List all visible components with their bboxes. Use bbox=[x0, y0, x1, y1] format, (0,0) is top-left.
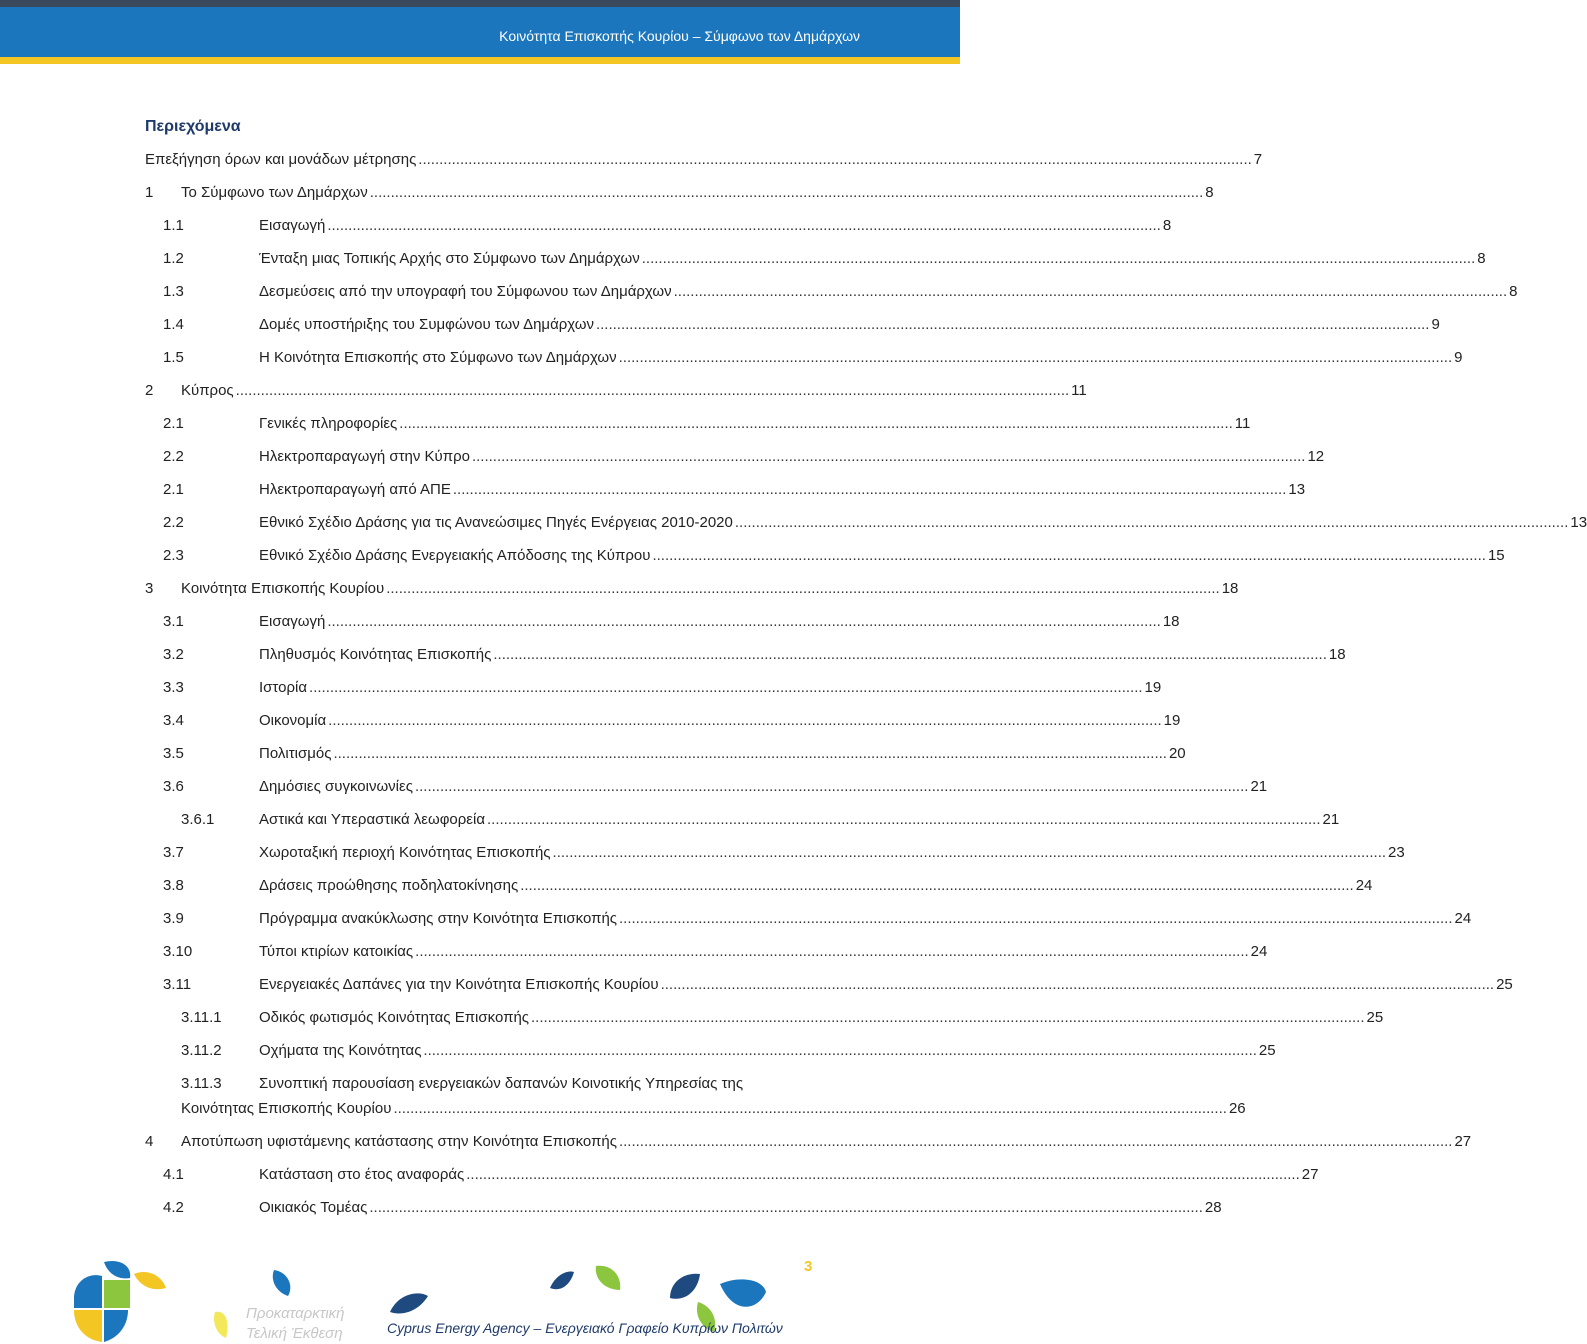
header-yellow-stripe bbox=[0, 57, 960, 64]
toc-entry[interactable] bbox=[0, 1132, 1472, 1152]
toc-entry-number: 1.2 bbox=[163, 250, 184, 267]
toc-dot-leader: ........................................................................................................................................................................................................ bbox=[595, 316, 1430, 333]
toc-dot-leader: ........................................................................................................................................................................................................ bbox=[531, 1009, 1365, 1026]
toc-entry[interactable] bbox=[0, 711, 1181, 731]
toc-entry-number: 3.6 bbox=[163, 778, 184, 795]
toc-entry-number: 3.2 bbox=[163, 646, 184, 663]
toc-dot-leader: ........................................................................................................................................................................................................ bbox=[471, 448, 1306, 465]
toc-entry-number: 4.1 bbox=[163, 1166, 184, 1183]
toc-dot-leader: ........................................................................................................................................................................................................ bbox=[493, 646, 1327, 663]
toc-entry-title: Εθνικό Σχέδιο Δράσης για τις Ανανεώσιμες Πηγές Ενέργειας 2010-2020 bbox=[259, 514, 733, 531]
leaf-icon bbox=[212, 1308, 230, 1340]
toc-entry-number: 3.10 bbox=[163, 943, 193, 960]
toc-entry-page: 8 bbox=[1205, 184, 1214, 201]
toc-entry-title: Πολιτισμός bbox=[259, 745, 332, 762]
leaf-icon bbox=[592, 1262, 624, 1292]
toc-entry[interactable] bbox=[0, 975, 1513, 995]
toc-dot-leader: ........................................................................................................................................................................................................ bbox=[418, 151, 1252, 168]
toc-entry-page: 11 bbox=[1234, 415, 1251, 432]
toc-entry-page: 7 bbox=[1253, 151, 1263, 168]
toc-entry-title: Ιστορία bbox=[259, 679, 308, 696]
toc-entry-number: 1.5 bbox=[163, 349, 184, 366]
toc-entry-number: 2.3 bbox=[163, 547, 184, 564]
toc-title: Περιεχόμενα bbox=[145, 118, 241, 135]
toc-dot-leader: ........................................................................................................................................................................................................ bbox=[309, 679, 1143, 696]
toc-entry-title: Τύποι κτιρίων κατοικίας bbox=[259, 943, 414, 960]
toc-entry-page: 18 bbox=[1328, 646, 1346, 663]
toc-dot-leader: ........................................................................................................................................................................................................ bbox=[652, 547, 1486, 564]
toc-entry[interactable] bbox=[0, 645, 1346, 665]
toc-entry-number: 3.1 bbox=[163, 613, 184, 630]
toc-entry-page: 9 bbox=[1454, 349, 1463, 366]
toc-dot-leader: ........................................................................................................................................................................................................ bbox=[399, 415, 1233, 432]
toc-dot-leader: ........................................................................................................................................................................................................ bbox=[618, 349, 1453, 366]
toc-dot-leader: ........................................................................................................................................................................................................ bbox=[466, 1166, 1300, 1183]
toc-entry[interactable] bbox=[0, 843, 1405, 863]
toc-entry-page: 20 bbox=[1168, 745, 1186, 762]
toc-entry-page: 25 bbox=[1258, 1042, 1276, 1059]
toc-entry[interactable] bbox=[0, 348, 1463, 368]
toc-entry[interactable] bbox=[0, 1008, 1384, 1028]
toc-entry-title: Εισαγωγή bbox=[259, 217, 326, 234]
toc-entry-number: 4.2 bbox=[163, 1199, 184, 1216]
toc-entry-page: 26 bbox=[1228, 1100, 1246, 1117]
toc-entry[interactable] bbox=[0, 579, 1239, 599]
toc-entry[interactable] bbox=[0, 414, 1251, 434]
header-dark-stripe bbox=[0, 0, 960, 7]
toc-entry-number: 2 bbox=[145, 382, 154, 399]
toc-entry[interactable] bbox=[0, 1074, 960, 1094]
leaf-icon bbox=[270, 1268, 294, 1298]
draft-label-line1: Προκαταρκτική bbox=[246, 1305, 345, 1322]
toc-entry-title: Ηλεκτροπαραγωγή στην Κύπρο bbox=[259, 448, 470, 465]
toc-entry-page: 24 bbox=[1355, 877, 1373, 894]
toc-entry-number: 2.2 bbox=[163, 448, 184, 465]
toc-entry-title: Οικονομία bbox=[259, 712, 327, 729]
leaf-icon bbox=[718, 1274, 768, 1318]
toc-entry-page: 27 bbox=[1301, 1166, 1319, 1183]
toc-dot-leader: ........................................................................................................................................................................................................ bbox=[619, 910, 1453, 927]
toc-entry-title: Αστικά και Υπεραστικά λεωφορεία bbox=[259, 811, 486, 828]
toc-dot-leader: ........................................................................................................................................................................................................ bbox=[386, 580, 1220, 597]
toc-entry[interactable] bbox=[0, 513, 1587, 533]
toc-entry-number: 3.11 bbox=[163, 976, 192, 993]
toc-dot-leader: ........................................................................................................................................................................................................ bbox=[673, 283, 1508, 300]
draft-label bbox=[246, 1304, 345, 1344]
toc-dot-leader: ........................................................................................................................................................................................................ bbox=[415, 943, 1249, 960]
toc-entry[interactable] bbox=[0, 612, 1180, 632]
toc-entry-number: 1 bbox=[145, 184, 154, 201]
toc-entry-title: Πληθυσμός Κοινότητας Επισκοπής bbox=[259, 646, 492, 663]
toc-entry-page: 8 bbox=[1477, 250, 1486, 267]
toc-dot-leader: ........................................................................................................................................................................................................ bbox=[452, 481, 1287, 498]
toc-entry-page: 24 bbox=[1250, 943, 1268, 960]
toc-entry-title: Πρόγραμμα ανακύκλωσης στην Κοινότητα Επισκοπής bbox=[259, 910, 618, 927]
toc-entry-title: Η Κοινότητα Επισκοπής στο Σύμφωνο των Δημάρχων bbox=[259, 349, 617, 366]
toc-entry-number: 4 bbox=[145, 1133, 154, 1150]
toc-entry[interactable] bbox=[0, 1165, 1319, 1185]
toc-dot-leader: ........................................................................................................................................................................................................ bbox=[641, 250, 1476, 267]
toc-dot-leader: ........................................................................................................................................................................................................ bbox=[333, 745, 1167, 762]
toc-entry-number: 2.1 bbox=[163, 415, 184, 432]
toc-entry-title: Εισαγωγή bbox=[259, 613, 326, 630]
toc-entry-number: 1.1 bbox=[163, 217, 184, 234]
toc-entry-number: 2.2 bbox=[163, 514, 184, 531]
toc-entry-page: 13 bbox=[1288, 481, 1306, 498]
toc-entry[interactable] bbox=[0, 183, 1214, 203]
toc-entry-title: Συνοπτική παρουσίαση ενεργειακών δαπανών Κοινοτικής Υπηρεσίας της bbox=[259, 1075, 744, 1092]
toc-entry-page: 12 bbox=[1307, 448, 1325, 465]
toc-entry[interactable] bbox=[0, 216, 1172, 236]
toc-entry[interactable] bbox=[0, 909, 1472, 929]
toc-dot-leader: ........................................................................................................................................................................................................ bbox=[520, 877, 1354, 894]
toc-entry-title: Οδικός φωτισμός Κοινότητας Επισκοπής bbox=[259, 1009, 530, 1026]
toc-entry-page: 11 bbox=[1071, 382, 1087, 399]
toc-entry[interactable] bbox=[0, 1198, 1222, 1218]
toc-entry-page: 8 bbox=[1162, 217, 1172, 234]
leaf-icon bbox=[388, 1290, 430, 1316]
toc-entry-page: 24 bbox=[1454, 910, 1472, 927]
toc-dot-leader: ........................................................................................................................................................................................................ bbox=[660, 976, 1495, 993]
toc-entry-title: Ένταξη μιας Τοπικής Αρχής στο Σύμφωνο των Δημάρχων bbox=[259, 250, 640, 267]
toc-entry-page: 18 bbox=[1162, 613, 1180, 630]
toc-entry-number: 3 bbox=[145, 580, 154, 597]
toc-entry-page: 27 bbox=[1454, 1133, 1472, 1150]
toc-entry-title: Κύπρος bbox=[181, 382, 234, 399]
toc-entry-page: 25 bbox=[1366, 1009, 1384, 1026]
toc-entry-number: 3.11.3 bbox=[181, 1075, 222, 1092]
energy-agency-logo-icon bbox=[68, 1258, 168, 1344]
toc-entry-title: Εθνικό Σχέδιο Δράσης Ενεργειακής Απόδοσης της Κύπρου bbox=[259, 547, 651, 564]
toc-dot-leader: ........................................................................................................................................................................................................ bbox=[734, 514, 1569, 531]
toc-entry-number: 1.3 bbox=[163, 283, 184, 300]
toc-entry-page: 18 bbox=[1221, 580, 1239, 597]
toc-entry[interactable] bbox=[0, 777, 1268, 797]
toc-entry[interactable] bbox=[0, 150, 1263, 170]
toc-entry-title: Επεξήγηση όρων και μονάδων μέτρησης bbox=[145, 151, 417, 168]
toc-dot-leader: ........................................................................................................................................................................................................ bbox=[328, 712, 1162, 729]
toc-entry-number: 3.8 bbox=[163, 877, 184, 894]
toc-dot-leader: ........................................................................................................................................................................................................ bbox=[414, 778, 1249, 795]
toc-entry-title: Κοινότητας Επισκοπής Κουρίου bbox=[181, 1100, 392, 1117]
toc-entry-title: Χωροταξική περιοχή Κοινότητας Επισκοπής bbox=[259, 844, 551, 861]
toc-entry-page: 23 bbox=[1388, 844, 1405, 861]
toc-entry-title: Κοινότητα Επισκοπής Κουρίου bbox=[181, 580, 385, 597]
agency-footer: Cyprus Energy Agency – Ενεργειακό Γραφείο Κυπρίων Πολιτών bbox=[387, 1320, 783, 1336]
toc-entry-number: 3.11.1 bbox=[181, 1009, 222, 1026]
toc-entry[interactable] bbox=[0, 447, 1325, 467]
toc-entry-number: 2.1 bbox=[163, 481, 184, 498]
toc-entry-number: 3.3 bbox=[163, 679, 184, 696]
toc-dot-leader: ........................................................................................................................................................................................................ bbox=[235, 382, 1070, 399]
toc-entry-number: 3.6.1 bbox=[181, 811, 215, 828]
toc-dot-leader: ........................................................................................................................................................................................................ bbox=[552, 844, 1387, 861]
toc-entry[interactable] bbox=[0, 810, 1340, 830]
toc-entry[interactable] bbox=[0, 282, 1518, 302]
toc-entry-number: 3.5 bbox=[163, 745, 184, 762]
toc-entry-page: 28 bbox=[1204, 1199, 1222, 1216]
toc-dot-leader: ........................................................................................................................................................................................................ bbox=[369, 184, 1204, 201]
toc-dot-leader: ........................................................................................................................................................................................................ bbox=[423, 1042, 1257, 1059]
toc-entry[interactable] bbox=[0, 546, 1505, 566]
toc-dot-leader: ........................................................................................................................................................................................................ bbox=[393, 1100, 1227, 1117]
page-number: 3 bbox=[804, 1258, 813, 1275]
toc-entry[interactable] bbox=[0, 744, 1186, 764]
toc-entry[interactable] bbox=[0, 876, 1373, 896]
toc-entry-number: 3.4 bbox=[163, 712, 184, 729]
toc-entry-title: Κατάσταση στο έτος αναφοράς bbox=[259, 1166, 465, 1183]
toc-entry[interactable] bbox=[0, 249, 1486, 269]
toc-entry[interactable] bbox=[0, 315, 1440, 335]
toc-entry-page: 25 bbox=[1496, 976, 1513, 993]
toc-entry[interactable] bbox=[0, 480, 1306, 500]
toc-entry[interactable] bbox=[0, 1099, 1246, 1119]
header-title: Κοινότητα Επισκοπής Κουρίου – Σύμφωνο των Δημάρχων bbox=[499, 28, 860, 44]
header-bar bbox=[0, 0, 960, 64]
toc-entry-title: Δομές υποστήριξης του Συμφώνου των Δημάρχων bbox=[259, 316, 594, 333]
toc-entry-page: 21 bbox=[1322, 811, 1340, 828]
toc-entry-page: 19 bbox=[1163, 712, 1181, 729]
toc-entry-number: 3.7 bbox=[163, 844, 184, 861]
toc-entry-number: 3.11.2 bbox=[181, 1042, 222, 1059]
toc-entry-title: Αποτύπωση υφιστάμενης κατάστασης στην Κοινότητα Επισκοπής bbox=[181, 1133, 617, 1150]
toc-dot-leader: ........................................................................................................................................................................................................ bbox=[369, 1199, 1203, 1216]
toc-entry-page: 21 bbox=[1250, 778, 1268, 795]
toc-entry-page: 9 bbox=[1431, 316, 1440, 333]
toc-entry[interactable] bbox=[0, 381, 1087, 401]
toc-entry-title: Γενικές πληροφορίες bbox=[259, 415, 398, 432]
toc-entry-page: 19 bbox=[1144, 679, 1162, 696]
toc-entry-title: Δεσμεύσεις από την υπογραφή του Σύμφωνου των Δημάρχων bbox=[259, 283, 672, 300]
toc-entry[interactable] bbox=[0, 1041, 1276, 1061]
toc-dot-leader: ........................................................................................................................................................................................................ bbox=[487, 811, 1321, 828]
toc-entry-title: Ηλεκτροπαραγωγή από ΑΠΕ bbox=[259, 481, 451, 498]
toc-entry-title: Οικιακός Τομέας bbox=[259, 1199, 368, 1216]
draft-label-line2: Τελική Έκθεση bbox=[246, 1325, 343, 1342]
toc-entry-title: Δράσεις προώθησης ποδηλατοκίνησης bbox=[259, 877, 519, 894]
toc-entry-title: Το Σύμφωνο των Δημάρχων bbox=[181, 184, 368, 201]
toc-entry-page: 8 bbox=[1509, 283, 1518, 300]
toc-entry-number: 1.4 bbox=[163, 316, 184, 333]
toc-entry-title: Οχήματα της Κοινότητας bbox=[259, 1042, 422, 1059]
leaf-icon bbox=[548, 1268, 576, 1294]
toc-entry-page: 13 bbox=[1570, 514, 1587, 531]
toc-dot-leader: ........................................................................................................................................................................................................ bbox=[327, 613, 1161, 630]
toc-dot-leader: ........................................................................................................................................................................................................ bbox=[618, 1133, 1453, 1150]
toc-entry[interactable] bbox=[0, 678, 1162, 698]
toc-entry-page: 15 bbox=[1487, 547, 1505, 564]
toc-entry[interactable] bbox=[0, 942, 1268, 962]
toc-entry-number: 3.9 bbox=[163, 910, 184, 927]
toc-entry-title: Ενεργειακές Δαπάνες για την Κοινότητα Επισκοπής Κουρίου bbox=[259, 976, 659, 993]
leaf-icon bbox=[666, 1268, 702, 1304]
toc-entry-title: Δημόσιες συγκοινωνίες bbox=[259, 778, 413, 795]
toc-dot-leader: ........................................................................................................................................................................................................ bbox=[327, 217, 1161, 234]
